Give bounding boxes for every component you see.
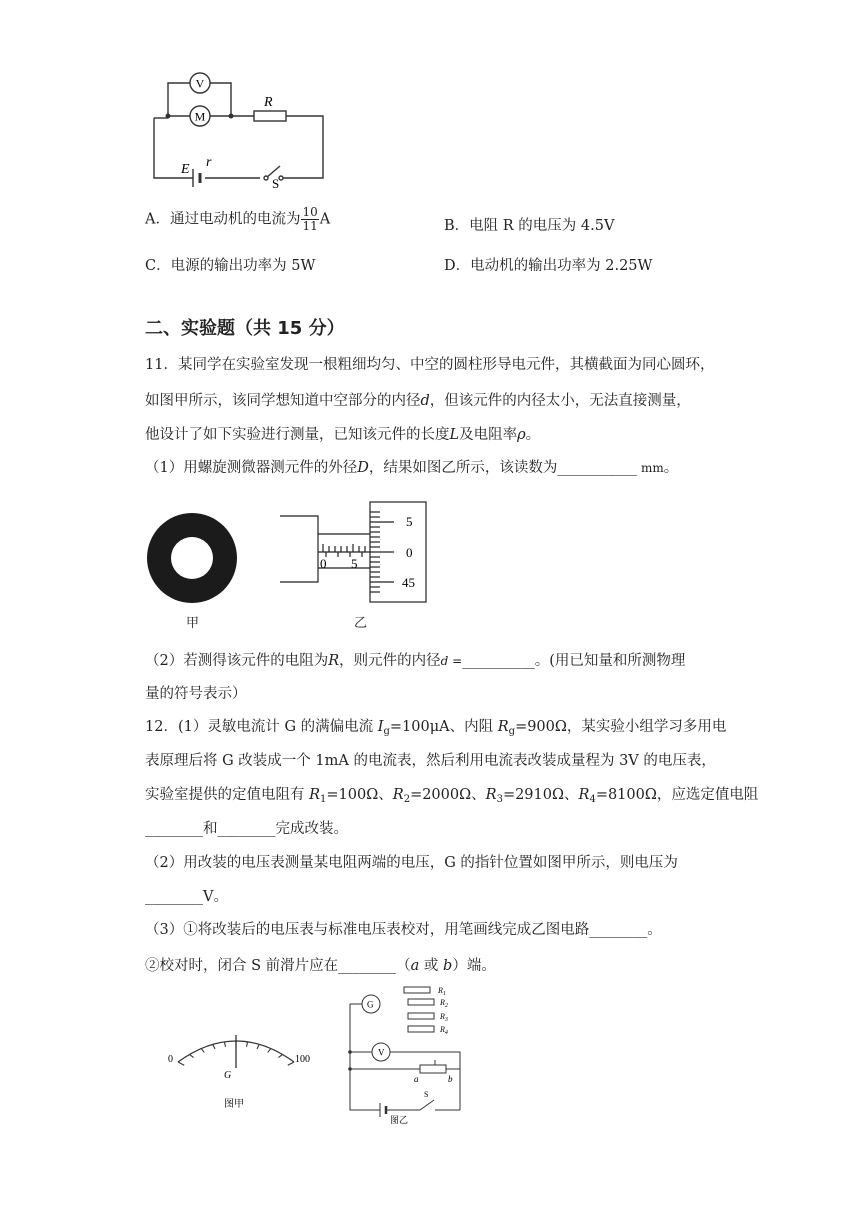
gauge-tick — [190, 1054, 194, 1057]
gauge-tick — [279, 1054, 283, 1057]
figure-label-yi: 乙 — [354, 616, 368, 631]
q11-part2-line2: 量的符号表示） — [145, 686, 247, 702]
option-d: D．电动机的输出功率为 2.25W — [444, 258, 653, 274]
gauge-center-label: G — [224, 1070, 232, 1081]
voltmeter-label: V — [195, 76, 205, 91]
resistor-label: R — [264, 95, 273, 110]
gauge-tick — [268, 1049, 271, 1053]
q12-line2: 表原理后将 G 改装成一个 1mA 的电流表，然后利用电流表改装成量程为 3V 的电压表， — [145, 753, 716, 769]
figure-caption-jia: 图甲 — [224, 1099, 244, 1110]
r2-label: $R_2$ — [440, 998, 448, 1009]
option-b: B．电阻 R 的电压为 4.5V — [444, 218, 615, 234]
gauge-tick — [178, 1062, 184, 1065]
thimble-label-0: 0 — [406, 545, 413, 560]
section-title: 二、实验题（共 15 分） — [145, 318, 345, 339]
ring-cross-section — [144, 510, 240, 606]
figure-label-jia: 甲 — [186, 616, 200, 631]
thimble-label-45: 45 — [402, 575, 415, 590]
answer-blank[interactable]: __________ — [462, 653, 535, 669]
gauge-max-label: 100 — [295, 1054, 310, 1065]
switch-label: S — [272, 176, 280, 191]
r3-label: $R_3$ — [440, 1012, 448, 1023]
gauge-tick — [257, 1044, 259, 1048]
galvanometer-gauge — [164, 1020, 324, 1116]
q12-line5: （2）用改装的电压表测量某电阻两端的电压，G 的指针位置如图甲所示，则电压为 — [145, 855, 678, 871]
gauge-tick — [224, 1042, 225, 1047]
motor-circuit-diagram — [148, 66, 333, 191]
q11-line2: 如图甲所示，该同学想知道中空部分的内径d，但该元件的内径太小，无法直接测量， — [145, 393, 691, 409]
fraction: $\frac{10}{11}$ — [302, 205, 318, 233]
r4-label: $R_4$ — [440, 1025, 448, 1036]
q12-line4: ________和________完成改装。 — [145, 821, 348, 837]
main-scale-label-5: 5 — [351, 556, 358, 571]
option-a: A．通过电动机的电流为 $\frac{10}{11}$ A — [145, 205, 331, 233]
gauge-tick — [201, 1049, 204, 1053]
figure-caption-yi: 图乙 — [390, 1115, 409, 1125]
calibration-circuit — [338, 985, 468, 1125]
option-c: C．电源的输出功率为 5W — [145, 258, 316, 274]
motor-label: M — [194, 109, 206, 124]
gauge-tick — [213, 1044, 215, 1048]
q12-line7: （3）①将改装后的电压表与标准电压表校对，用笔画线完成乙图电路________。 — [145, 922, 662, 938]
answer-blank[interactable]: ___________ — [557, 460, 638, 476]
gauge-tick — [288, 1062, 294, 1065]
q11-line3: 他设计了如下实验进行测量，已知该元件的长度L及电阻率ρ。 — [145, 427, 541, 443]
q12-line1: 12．(1）灵敏电流计 G 的满偏电流 $I_g=100\mu A$、内阻 $R_g=900\Omega$，某实验小组学习多用电 — [145, 719, 727, 737]
q12-line8: ②校对时，闭合 S 前滑片应在________（a 或 b）端。 — [145, 958, 496, 974]
r1-label: $R_1$ — [438, 986, 446, 997]
rheostat-b-label: b — [448, 1074, 453, 1084]
emf-label: E — [181, 162, 190, 177]
micrometer-figure — [278, 494, 438, 610]
main-scale-label-0: 0 — [320, 556, 327, 571]
gauge-min-label: 0 — [168, 1054, 173, 1065]
rheostat-a-label: a — [414, 1074, 419, 1084]
q11-line1: 11．某同学在实验室发现一根粗细均匀、中空的圆柱形导电元件，其横截面为同心圆环， — [145, 357, 715, 373]
q12-line6: ________V。 — [145, 889, 228, 905]
circuit-g-label: G — [367, 999, 374, 1010]
q11-part2: （2）若测得该元件的电阻为R，则元件的内径d =__________。(用已知量和所测物理 — [145, 653, 686, 669]
q11-part1: （1）用螺旋测微器测元件的外径D，结果如图乙所示，该读数为___________ mm。 — [145, 460, 679, 476]
circuit-v-label: V — [378, 1047, 385, 1058]
thimble-label-5: 5 — [406, 514, 413, 529]
gauge-tick — [246, 1042, 247, 1047]
switch-s-label: S — [424, 1090, 429, 1099]
internal-resistance-label: r — [206, 155, 212, 170]
q12-line3: 实验室提供的定值电阻有 $R_1=100\Omega$、$R_2=2000\Omega$、$R_3=2910\Omega$、$R_4=8100\Omega$，应选定值电阻 — [145, 787, 759, 805]
